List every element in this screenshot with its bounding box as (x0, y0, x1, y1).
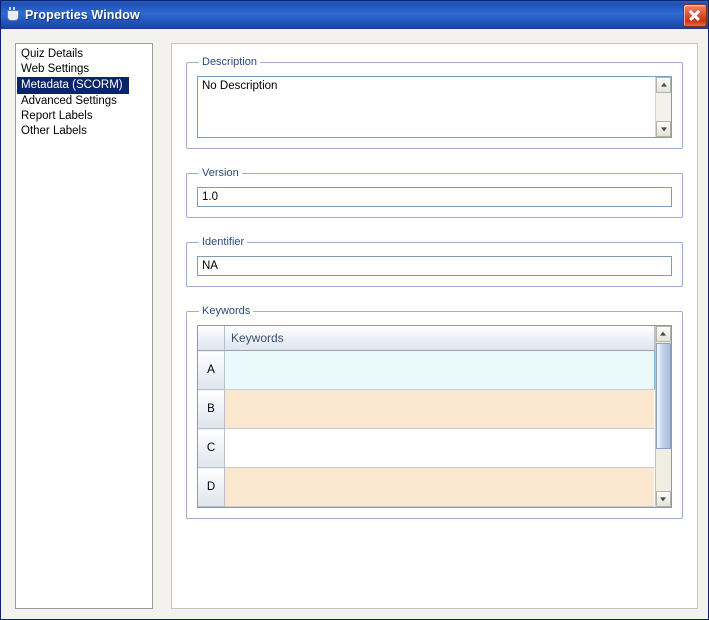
keyword-cell[interactable] (225, 351, 655, 390)
title-bar[interactable] (1, 1, 709, 29)
sidebar-item-label: Quiz Details (21, 48, 83, 60)
sidebar-item-web-settings[interactable] (16, 62, 152, 77)
scroll-down-icon[interactable] (656, 491, 671, 507)
keyword-cell[interactable] (225, 429, 655, 468)
sidebar-item-label: Other Labels (21, 125, 87, 137)
keyword-cell[interactable] (225, 468, 655, 507)
scrollbar-track[interactable] (656, 449, 671, 491)
row-header[interactable]: D (198, 468, 225, 507)
keywords-group (186, 305, 683, 519)
scroll-up-icon[interactable] (656, 77, 671, 93)
sidebar-item-quiz-details[interactable] (16, 47, 152, 62)
table-row[interactable] (198, 390, 654, 429)
client-area (1, 29, 709, 620)
sidebar-item-label: Web Settings (21, 63, 90, 75)
sidebar-item-label: Advanced Settings (21, 95, 117, 107)
sidebar-item-metadata-scorm[interactable] (16, 77, 152, 94)
identifier-legend: Identifier (202, 236, 245, 248)
version-input[interactable]: 1.0 (197, 187, 672, 207)
sidebar-item-advanced-settings[interactable] (16, 94, 152, 109)
column-header-keywords[interactable]: Keywords (225, 326, 655, 351)
scroll-up-icon[interactable] (656, 326, 671, 342)
identifier-group (186, 236, 683, 287)
version-group (186, 167, 683, 218)
keywords-scrollbar[interactable] (655, 326, 671, 507)
keywords-legend: Keywords (202, 305, 251, 317)
description-textarea-value[interactable]: No Description (202, 80, 278, 92)
table-row[interactable] (198, 468, 654, 507)
metadata-panel (171, 43, 698, 609)
sidebar-item-label: Report Labels (21, 110, 93, 122)
scroll-down-icon[interactable] (656, 121, 671, 137)
java-cup-icon (5, 7, 21, 23)
scrollbar-thumb[interactable] (656, 343, 671, 449)
keyword-cell[interactable] (225, 390, 655, 429)
settings-category-list[interactable] (15, 43, 153, 609)
table-row[interactable] (198, 351, 654, 390)
title-bar-buttons (683, 4, 707, 27)
description-legend: Description (202, 56, 258, 68)
row-header[interactable]: C (198, 429, 225, 468)
table-header-row (198, 326, 654, 351)
sidebar-item-label: Metadata (SCORM) (17, 77, 129, 94)
scrollbar-track[interactable] (656, 93, 671, 121)
identifier-input[interactable]: NA (197, 256, 672, 276)
row-header[interactable]: B (198, 390, 225, 429)
description-textarea[interactable] (197, 76, 672, 138)
close-button[interactable] (683, 4, 707, 27)
keywords-table[interactable] (197, 325, 672, 508)
description-scrollbar[interactable] (655, 77, 671, 137)
table-row[interactable] (198, 429, 654, 468)
sidebar-item-report-labels[interactable] (16, 109, 152, 124)
description-group (186, 56, 683, 149)
sidebar-item-other-labels[interactable] (16, 124, 152, 139)
row-header[interactable]: A (198, 351, 225, 390)
window-title: Properties Window (25, 8, 140, 22)
version-legend: Version (202, 167, 239, 179)
table-corner-header[interactable] (198, 326, 225, 351)
